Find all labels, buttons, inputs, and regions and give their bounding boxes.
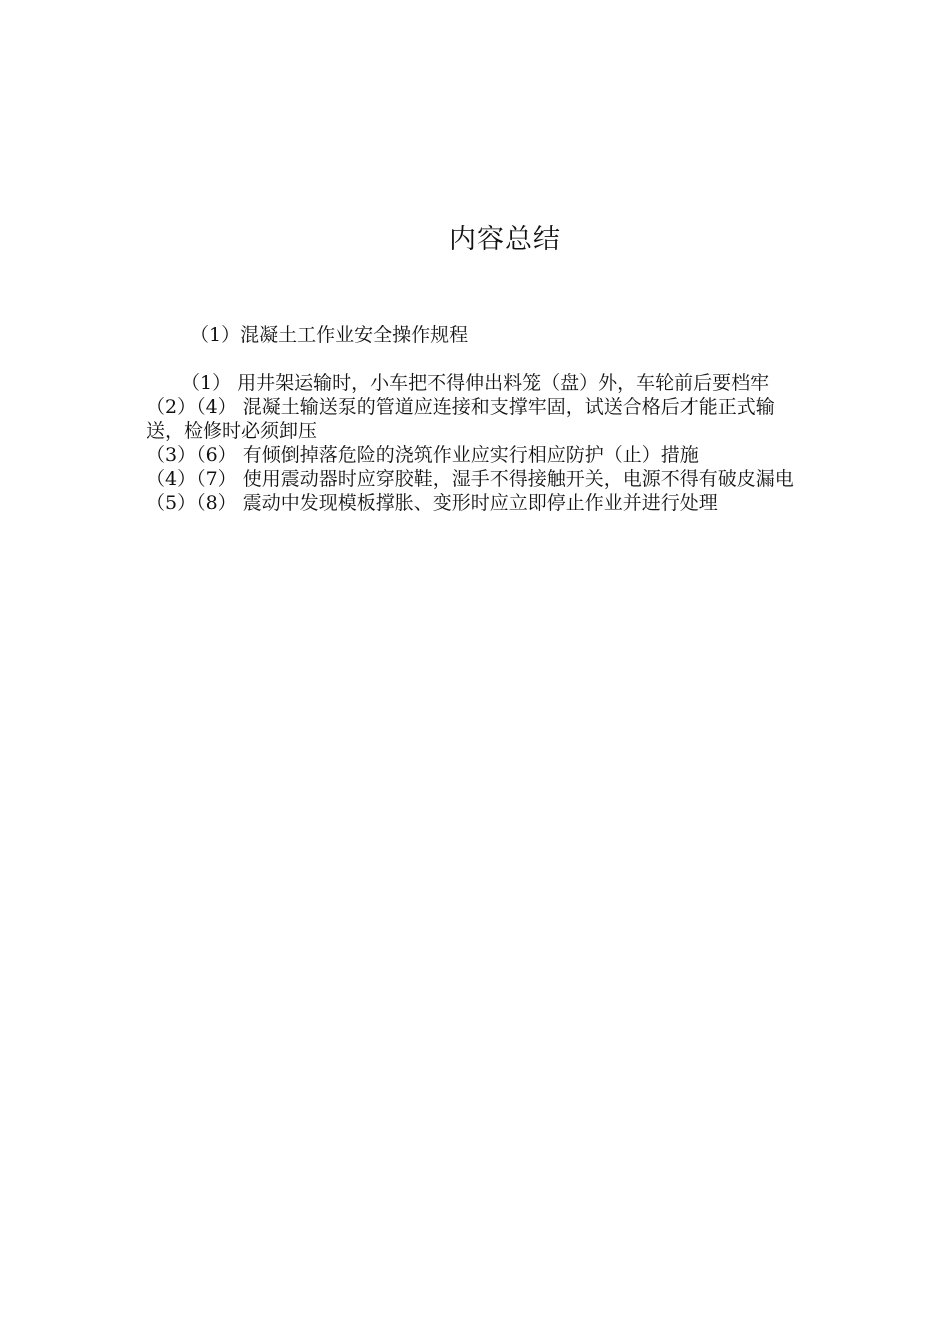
item-number: （5）（8） <box>146 492 243 514</box>
item-text: 混凝土输送泵的管道应连接和支撑牢固，试送合格后才能正式输送，检修时必须卸压 <box>146 396 775 442</box>
list-item <box>146 371 802 395</box>
item-text: 使用震动器时应穿胶鞋，湿手不得接触开关，电源不得有破皮漏电 <box>242 468 794 490</box>
section-heading: （1）混凝土工作业安全操作规程 <box>190 324 469 346</box>
list-item <box>146 491 802 515</box>
item-number: （2）（4） <box>146 396 243 418</box>
item-number: （4）（7） <box>146 468 243 490</box>
list-item <box>146 395 802 443</box>
item-text: 有倾倒掉落危险的浇筑作业应实行相应防护（止）措施 <box>242 444 699 466</box>
rules-list <box>146 371 802 515</box>
item-number: （3）（6） <box>146 444 243 466</box>
page-title: 内容总结 <box>449 224 561 255</box>
list-item <box>146 467 802 491</box>
item-text: 震动中发现模板撑胀、变形时应立即停止作业并进行处理 <box>242 492 718 514</box>
item-text: 用井架运输时，小车把不得伸出料笼（盘）外，车轮前后要档牢 <box>237 372 770 394</box>
list-item <box>146 443 802 467</box>
item-number: （1） <box>181 372 238 394</box>
